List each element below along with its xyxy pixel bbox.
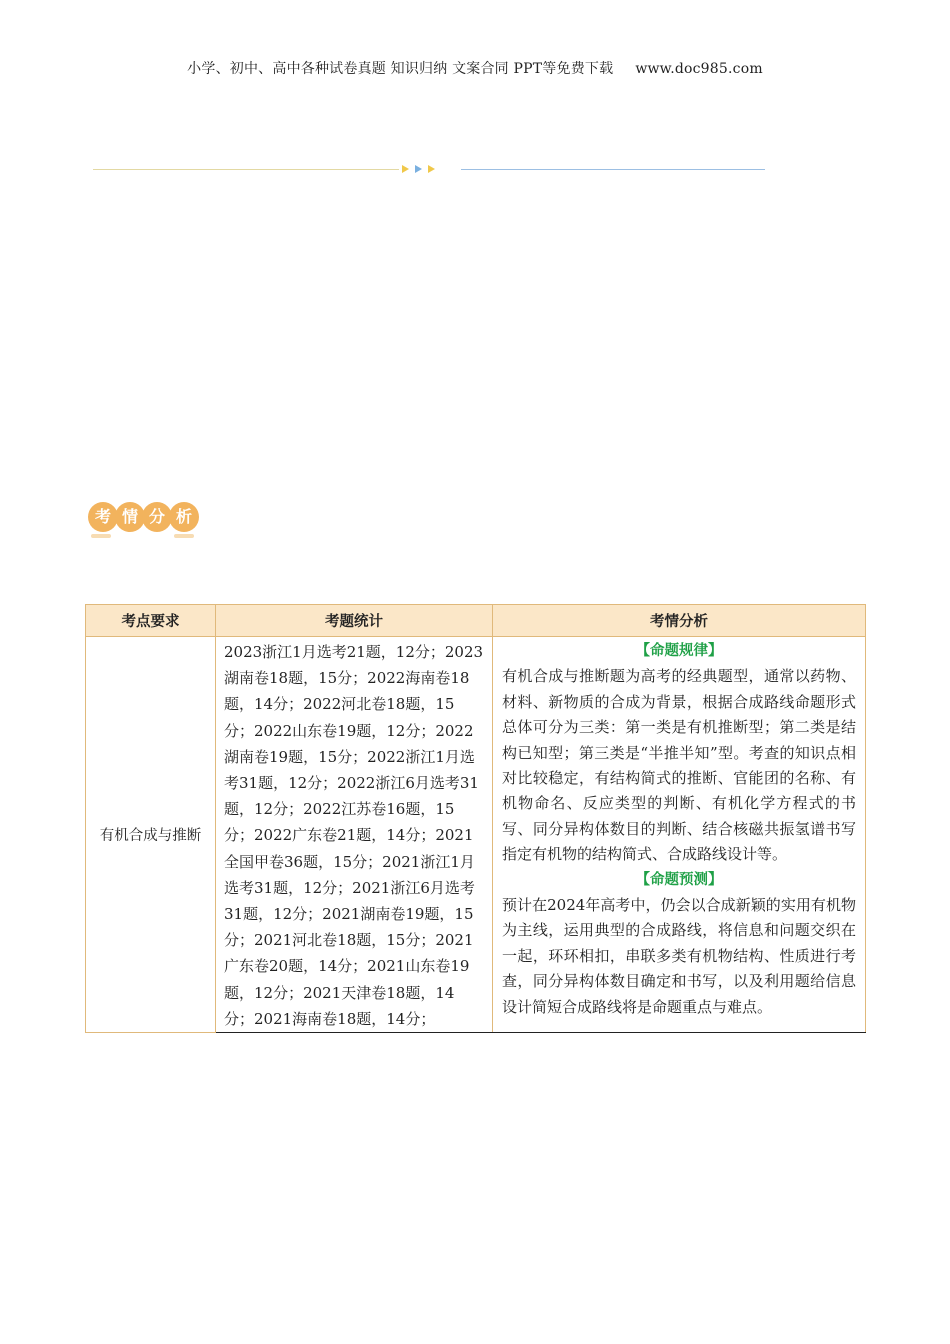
table-header-row: [86, 605, 866, 637]
table-row: [86, 637, 866, 1033]
divider-arrows-icon: [402, 161, 442, 177]
predict-text: 预计在2024年高考中，仍会以合成新颖的实用有机物为主线，运用典型的合成路线，将信息和问题交织在一起，环环相扣，串联多类有机物结构、性质进行考查，同分异构体数目确定和书写，以及利用题给信息设计简短合成路线将是命题重点与难点。: [502, 896, 856, 1016]
predict-title: 【命题预测】: [635, 871, 723, 888]
analysis-cell: [493, 637, 866, 1033]
badge-char-3: 分: [142, 502, 172, 532]
statistics-cell: 2023浙江1月选考21题，12分；2023湖南卷18题，15分；2022海南卷18题，14分；2022河北卷18题，15分；2022山东卷19题，12分；2022湖南卷19题，15分；2022浙江1月选考31题，12分；2022浙江6月选考31题，12分；2022江苏卷16题，15分；2022广东卷21题，14分；2021全国甲卷36题，15分；2021浙江1月选考31题，12分；2021浙江6月选考31题，12分；2021湖南卷19题，15分；2021河北卷18题，15分；2021广东卷20题，14分；2021山东卷19题，12分；2021天津卷18题，14分；2021海南卷18题，14分；: [216, 637, 493, 1033]
header-requirement: 考点要求: [86, 605, 216, 637]
badge-underline-left: [91, 534, 111, 538]
page-header: [0, 58, 950, 78]
header-text: 小学、初中、高中各种试卷真题 知识归纳 文案合同 PPT等免费下载: [187, 61, 614, 77]
rule-title: 【命题规律】: [635, 643, 723, 659]
header-url: www.doc985.com: [635, 61, 763, 77]
badge-char-4: 析: [169, 502, 199, 532]
rule-text: 有机合成与推断题为高考的经典题型，通常以药物、材料、新物质的合成为背景，根据合成路线命题形式总体可分为三类：第一类是有机推断型；第二类是结构已知型；第三类是“半推半知”型。考查的知识点相对比较稳定，有结构简式的推断、官能团的名称、有机物命名、反应类型的判断、有机化学方程式的书写、同分异构体数目的判断、结合核磁共振氢谱书写指定有机物的结构简式、合成路线设计等。: [502, 667, 856, 864]
divider-right-line: [461, 169, 765, 170]
header-analysis: 考情分析: [493, 605, 866, 637]
section-badge: [86, 500, 202, 540]
header-statistics: 考题统计: [216, 605, 493, 637]
divider-left-line: [93, 169, 399, 170]
badge-char-2: 情: [115, 502, 145, 532]
badge-underline-right: [174, 534, 194, 538]
requirement-cell: 有机合成与推断: [86, 637, 216, 1033]
exam-analysis-table: [85, 604, 866, 1033]
badge-char-1: 考: [88, 502, 118, 532]
